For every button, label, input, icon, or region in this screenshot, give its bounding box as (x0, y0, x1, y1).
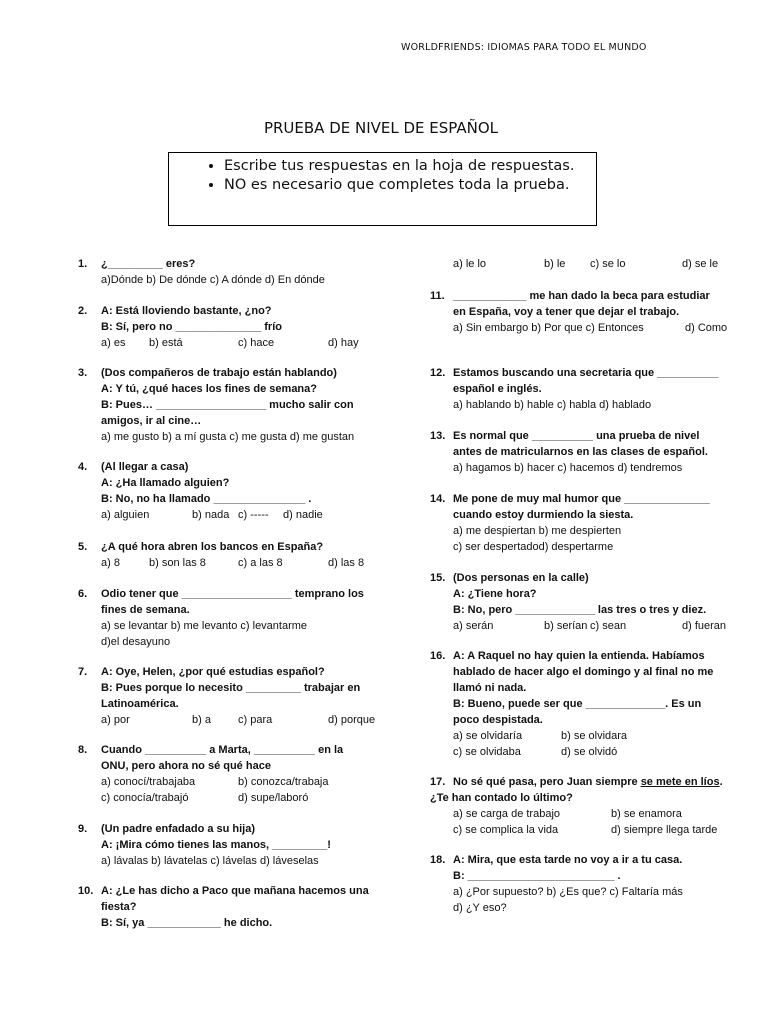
question-text: A: ¡Mira cómo tienes las manos, _________! (101, 839, 331, 851)
option-d: d) se olvidó (561, 746, 618, 758)
question-number: 14. (430, 493, 446, 505)
option-b: b) serían (544, 620, 588, 632)
question-number: 1. (78, 258, 88, 270)
question-text: Latinoamérica. (101, 698, 179, 710)
answer-options: a) ¿Por supuesto? b) ¿Es que? c) Faltaría más (453, 886, 683, 898)
option-b: b) se olvidara (561, 730, 628, 742)
question-text: Es normal que __________ una prueba de nivel (453, 430, 700, 442)
question-number: 5. (78, 541, 88, 553)
question-number: 4. (78, 461, 88, 473)
option-a: a) alguien (101, 509, 150, 521)
option-a: a) 8 (101, 557, 120, 569)
question-number: 18. (430, 854, 446, 866)
question-text: (Dos compañeros de trabajo están hablando) (101, 367, 337, 379)
question-text: ¿_________ eres? (101, 258, 196, 270)
question-text: A: ¿Le has dicho a Paco que mañana hacemos una (101, 885, 369, 897)
option-a: a) conocí/trabajaba (101, 776, 196, 788)
question-text: (Dos personas en la calle) (453, 572, 589, 584)
question-text: ¿A qué hora abren los bancos en España? (101, 541, 324, 553)
instruction-item: • NO es necesario que completes toda la prueba. (224, 176, 596, 195)
option-d: d) siempre llega tarde (611, 824, 718, 836)
question-text: antes de matricularnos en las clases de español. (453, 446, 708, 458)
option-d: d) nadie (283, 509, 323, 521)
option-b: b) está (149, 337, 183, 349)
answer-options: d)el desayuno (101, 636, 171, 648)
option-a: a) le lo (453, 258, 487, 270)
answer-options: a) hablando b) hable c) habla d) hablado (453, 399, 652, 411)
option-c: c) sean (590, 620, 627, 632)
answer-options: a) se levantar b) me levanto c) levantarme (101, 620, 308, 632)
option-b: b) a (192, 714, 211, 726)
question-text: Cuando __________ a Marta, __________ en la (101, 744, 344, 756)
question-text: hablado de hacer algo el domingo y al final no me (453, 666, 714, 678)
option-b: b) se enamora (611, 808, 682, 820)
question-number: 10. (78, 885, 94, 897)
option-c: c) se olvidaba (453, 746, 521, 758)
question-text: A: Y tú, ¿qué haces los fines de semana? (101, 383, 317, 395)
option-d: d) las 8 (328, 557, 365, 569)
question-text: fines de semana. (101, 604, 190, 616)
question-number: 12. (430, 367, 446, 379)
instructions-box (168, 152, 597, 226)
question-number: 8. (78, 744, 88, 756)
question-number: 11. (430, 290, 445, 302)
answer-options: c) ser despertadod) despertarme (453, 541, 614, 553)
question-text: (Un padre enfadado a su hija) (101, 823, 256, 835)
underlined-phrase: se mete en líos (640, 776, 720, 788)
question-text: Odio tener que __________________ temprano los (101, 588, 364, 600)
option-b: b) conozca/trabaja (238, 776, 329, 788)
option-b: b) le (544, 258, 566, 270)
answer-options: d) ¿Y eso? (453, 902, 507, 914)
option-c: c) conocía/trabajó (101, 792, 189, 804)
page-header: WORLDFRIENDS: IDIOMAS PARA TODO EL MUNDO (401, 42, 647, 53)
question-text: B: Pues… __________________ mucho salir con (101, 399, 354, 411)
option-c: c) para (238, 714, 273, 726)
option-d: d) se le (682, 258, 719, 270)
question-text: B: ________________________ . (453, 870, 621, 882)
option-c: c) se complica la vida (453, 824, 559, 836)
question-number: 6. (78, 588, 88, 600)
question-number: 9. (78, 823, 88, 835)
answer-options: a) me despiertan b) me despierten (453, 525, 622, 537)
question-text: llamó ni nada. (453, 682, 527, 694)
option-d: d) Como (685, 322, 728, 334)
question-text: fiesta? (101, 901, 137, 913)
question-text: A: Oye, Helen, ¿por qué estudias español? (101, 666, 325, 678)
option-b: b) nada (192, 509, 230, 521)
question-text: B: Sí, pero no ______________ frío (101, 321, 282, 333)
question-text: A: A Raquel no hay quien la entienda. Habíamos (453, 650, 705, 662)
instruction-item: • Escribe tus respuestas en la hoja de respuestas. (224, 157, 596, 176)
option-a: a) serán (453, 620, 494, 632)
question-text: ONU, pero ahora no sé qué hace (101, 760, 271, 772)
option-d: d) porque (328, 714, 376, 726)
option-c: c) a las 8 (238, 557, 283, 569)
question-text: cuando estoy durmiendo la siesta. (453, 509, 634, 521)
question-text: (Al llegar a casa) (101, 461, 189, 473)
question-text: A: ¿Ha llamado alguien? (101, 477, 230, 489)
question-text: B: Sí, ya ____________ he dicho. (101, 917, 273, 929)
question-text-part: . (719, 776, 723, 788)
answer-options: a) Sin embargo b) Por que c) Entonces (453, 322, 644, 334)
question-text: A: Está lloviendo bastante, ¿no? (101, 305, 272, 317)
question-number: 3. (78, 367, 88, 379)
option-b: b) son las 8 (149, 557, 206, 569)
option-d: d) fueran (682, 620, 727, 632)
question-text (453, 775, 723, 791)
question-text: español e inglés. (453, 383, 542, 395)
question-text: ¿Te han contado lo último? (430, 792, 573, 804)
answer-options: a) lávalas b) lávatelas c) lávelas d) láveselas (101, 855, 319, 867)
question-number: 7. (78, 666, 88, 678)
question-text: B: No, no ha llamado _______________ . (101, 493, 312, 505)
question-text: A: Mira, que esta tarde no voy a ir a tu casa. (453, 854, 683, 866)
question-text: en España, voy a tener que dejar el trabajo. (453, 306, 680, 318)
question-text: ____________ me han dado la beca para estudiar (453, 290, 710, 302)
option-c: c) ----- (238, 509, 269, 521)
question-text: B: No, pero _____________ las tres o tres y diez. (453, 604, 707, 616)
question-number: 15. (430, 572, 446, 584)
answer-options: a) hagamos b) hacer c) hacemos d) tendremos (453, 462, 683, 474)
option-c: c) hace (238, 337, 275, 349)
answer-options: a) me gusto b) a mí gusta c) me gusta d) me gustan (101, 431, 355, 443)
option-a: a) se olvidaría (453, 730, 523, 742)
page-title: PRUEBA DE NIVEL DE ESPAÑOL (263, 119, 499, 137)
question-text: B: Bueno, puede ser que _____________. Es un (453, 698, 702, 710)
option-c: c) se lo (590, 258, 626, 270)
answer-options: a)Dónde b) De dónde c) A dónde d) En dónde (101, 274, 325, 286)
question-number: 16. (430, 650, 446, 662)
question-number: 13. (430, 430, 446, 442)
question-text: amigos, ir al cine… (101, 415, 202, 427)
option-a: a) se carga de trabajo (453, 808, 561, 820)
question-text-part: No sé qué pasa, pero Juan siempre (453, 776, 641, 788)
question-text: Estamos buscando una secretaria que __________ (453, 367, 719, 379)
question-text: A: ¿Tiene hora? (453, 588, 537, 600)
option-d: d) supe/laboró (238, 792, 309, 804)
option-a: a) es (101, 337, 126, 349)
question-number: 17. (430, 776, 446, 788)
option-a: a) por (101, 714, 130, 726)
question-number: 2. (78, 305, 88, 317)
question-text: Me pone de muy mal humor que ______________ (453, 493, 710, 505)
option-d: d) hay (328, 337, 359, 349)
question-text: B: Pues porque lo necesito _________ trabajar en (101, 682, 361, 694)
question-text: poco despistada. (453, 714, 543, 726)
